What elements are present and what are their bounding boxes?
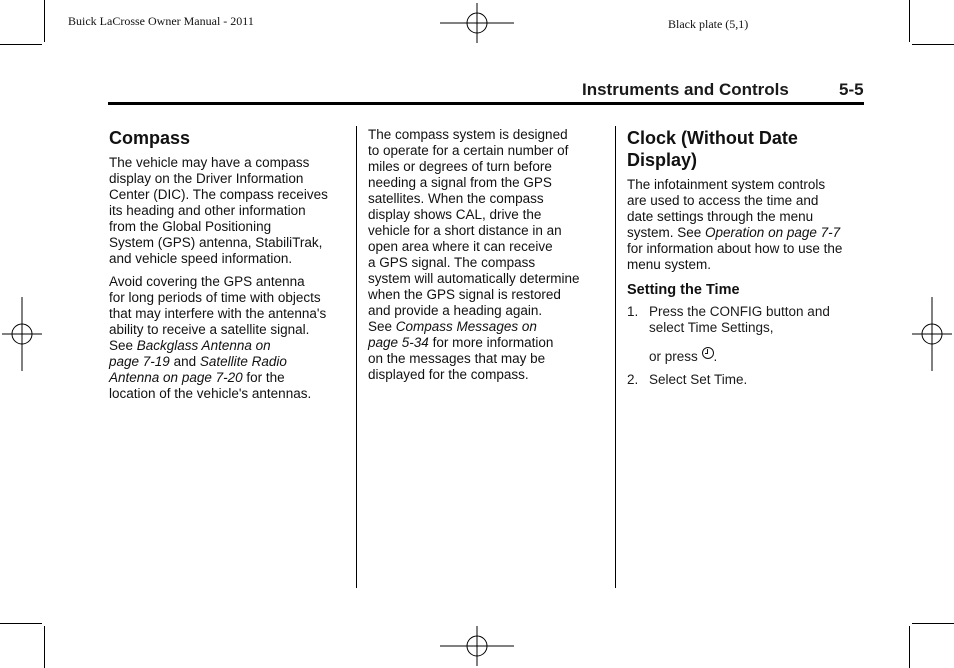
page-number: 5-5 bbox=[839, 80, 864, 99]
heading-compass: Compass bbox=[109, 128, 191, 148]
subheading-setting-time: Setting the Time bbox=[627, 282, 740, 298]
section-title: Instruments and Controls bbox=[582, 80, 789, 99]
paragraph: The vehicle may have a compass display on the Driver Information Center (DIC). The compass receives its heading and other information from the Global Positioning System (GPS) antenna, StabiliTrak, and vehicle speed information. bbox=[109, 155, 328, 266]
crop-mark bbox=[912, 44, 954, 45]
crop-mark bbox=[44, 626, 45, 668]
registration-mark-icon bbox=[440, 3, 514, 43]
cross-reference-link[interactable]: Satellite Radio bbox=[199, 354, 287, 369]
header-rule bbox=[108, 102, 864, 105]
plate-label: Black plate (5,1) bbox=[668, 17, 749, 31]
crop-mark bbox=[0, 44, 42, 45]
cross-reference-link[interactable]: Compass Messages on bbox=[395, 319, 537, 334]
manual-title: Buick LaCrosse Owner Manual - 2011 bbox=[68, 14, 254, 28]
cross-reference-link[interactable]: page 5-34 bbox=[368, 335, 429, 350]
paragraph: The infotainment system controls are used to access the time and date settings through the menu system. See Operation on page 7-7 for information about how to use the menu system. bbox=[627, 177, 843, 272]
steps-list bbox=[627, 304, 867, 388]
crop-mark bbox=[909, 0, 910, 42]
registration-mark-icon bbox=[912, 297, 952, 371]
clock-icon bbox=[702, 347, 714, 359]
column-divider bbox=[356, 126, 357, 588]
paragraph: Avoid covering the GPS antenna for long periods of time with objects that may interfere with the antenna's ability to receive a satellite signal. See Backglass Antenna on page 7-19 and Satellite Radio Antenna on page 7-20 for the location of the vehicle's antennas. bbox=[109, 274, 327, 401]
paragraph: The compass system is designed to operate for a certain number of miles or degrees of turn before needing a signal from the GPS satellites. When the compass display shows CAL, drive the vehicle for a short distance in an open area where it can receive a GPS signal. The compass system will automatically determine when the GPS signal is restored and provide a heading again. See Compass Messages on page 5-34 for more information on the messages that may be displayed for the compass. bbox=[368, 127, 580, 382]
column-divider bbox=[615, 126, 616, 588]
column-compass bbox=[109, 127, 349, 402]
column-clock bbox=[627, 127, 867, 388]
cross-reference-link[interactable]: Backglass Antenna on bbox=[136, 338, 271, 353]
heading-clock: Clock (Without Date Display) bbox=[627, 128, 798, 170]
cross-reference-link[interactable]: Antenna on page 7-20 bbox=[109, 370, 243, 385]
crop-mark bbox=[0, 623, 42, 624]
column-compass-continued bbox=[368, 127, 608, 383]
registration-mark-icon bbox=[2, 297, 42, 371]
list-item: 1. Press the CONFIG button and select Time Settings, or press . bbox=[627, 304, 830, 364]
registration-mark-icon bbox=[440, 626, 514, 666]
section-header bbox=[108, 80, 864, 102]
crop-mark bbox=[909, 626, 910, 668]
crop-mark bbox=[912, 623, 954, 624]
cross-reference-link[interactable]: page 7-19 bbox=[109, 354, 170, 369]
crop-mark bbox=[44, 0, 45, 42]
list-item: 2. Select Set Time. bbox=[627, 372, 748, 387]
cross-reference-link[interactable]: Operation on page 7-7 bbox=[705, 225, 841, 240]
